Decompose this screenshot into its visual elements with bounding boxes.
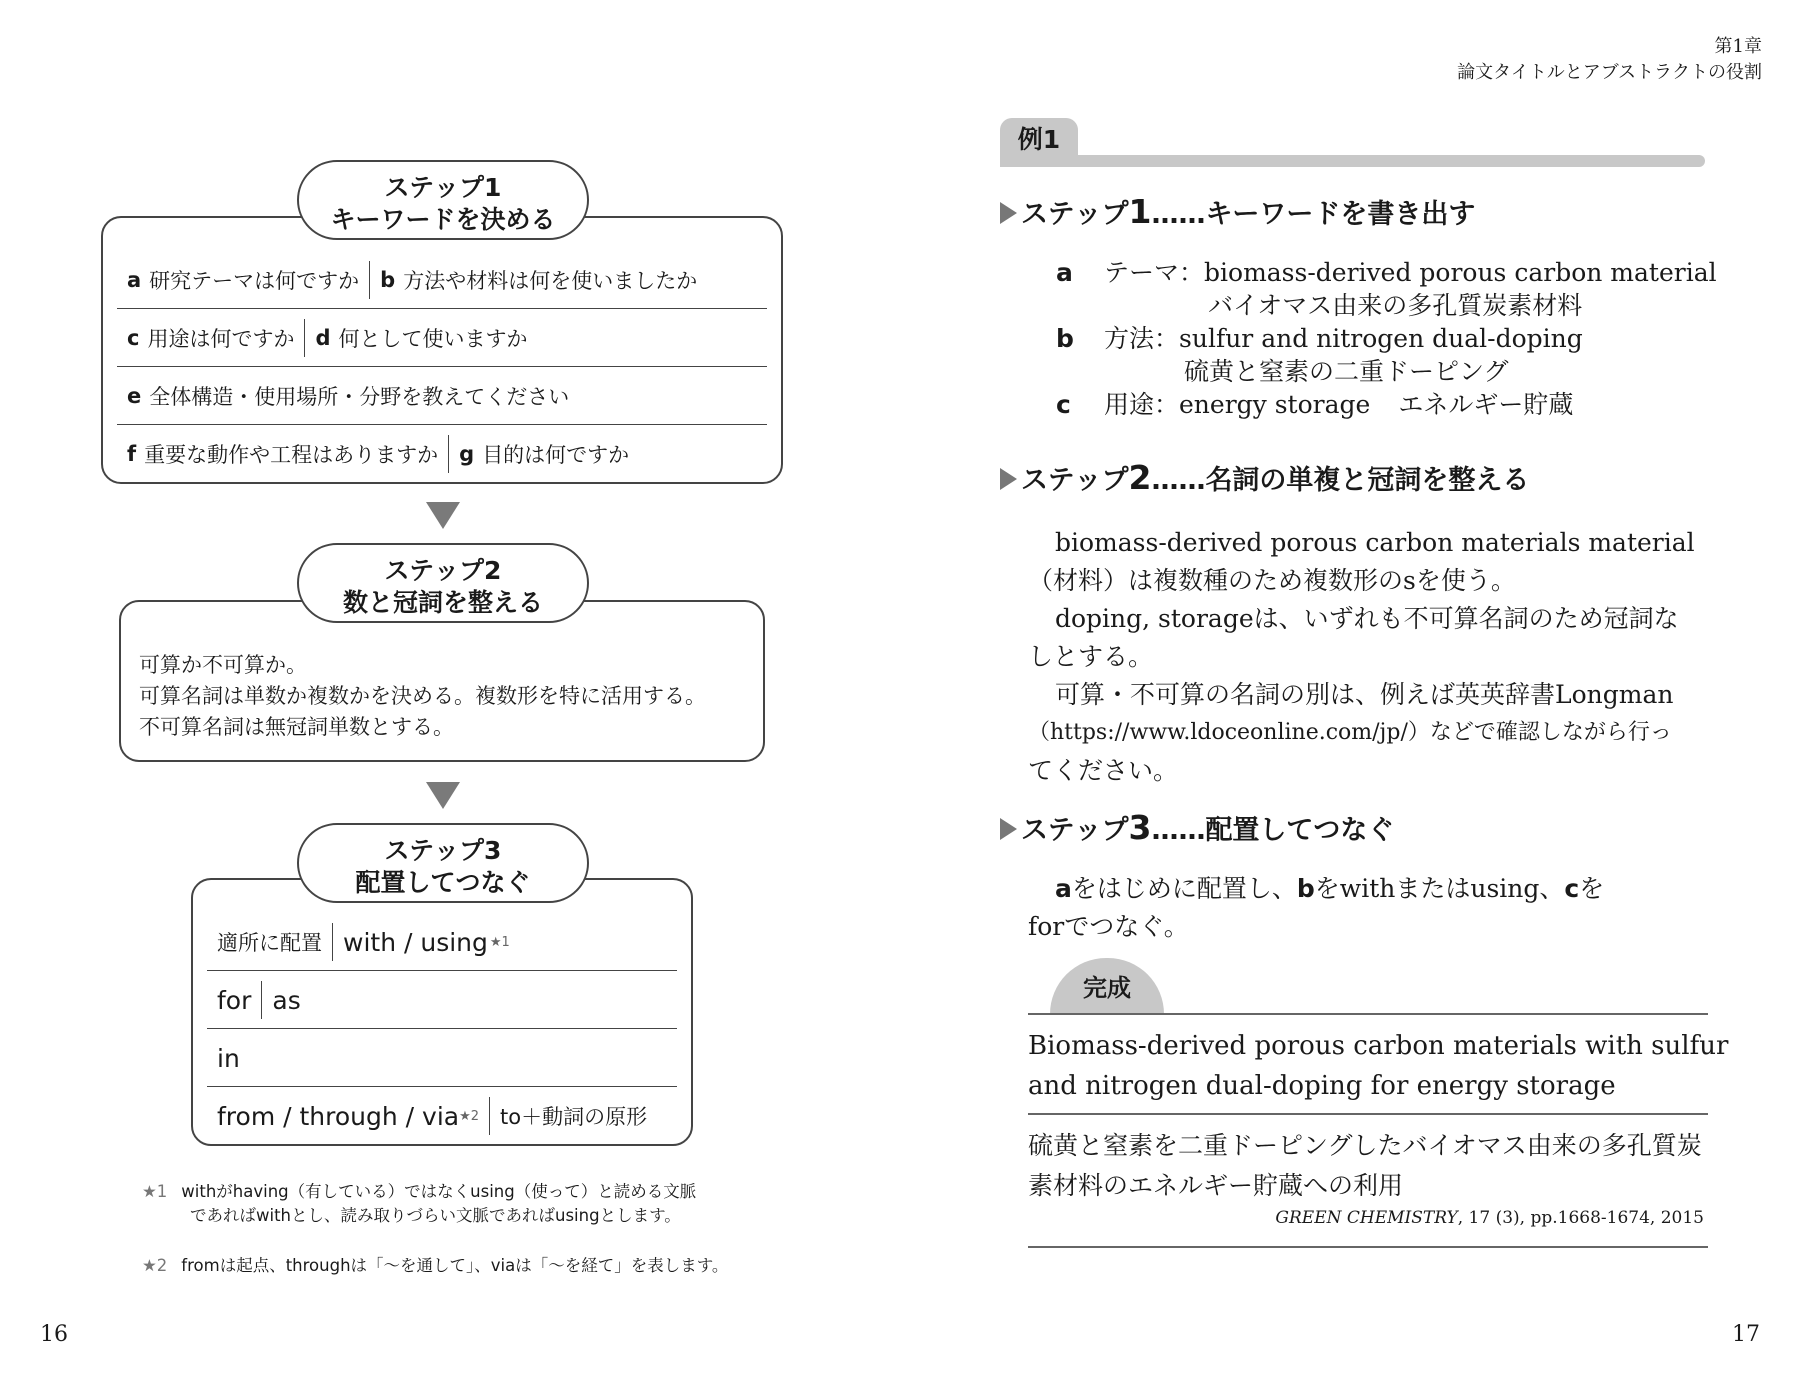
triangle-icon: [1000, 202, 1017, 224]
step2-title-line2: 数と冠詞を整える: [342, 588, 543, 617]
example-bar: [1000, 155, 1705, 167]
final-title-en: Biomass-derived porous carbon materials with sulfur and nitrogen dual-doping for energy storage: [1028, 1031, 1729, 1101]
step1-cell: b 方法や材料は何を使いましたか: [369, 261, 707, 299]
step1-row: [117, 368, 767, 425]
done-label: 完成: [1050, 958, 1164, 1014]
step1-title-line1: ステップ1: [384, 173, 502, 202]
step2-heading: ステップ2……名詞の単複と冠詞を整える: [1000, 458, 1529, 497]
step2-box: [119, 600, 765, 762]
flow-arrow-icon: [426, 502, 460, 529]
keyword-item: c 用途：energy storage エネルギー貯蔵: [1056, 390, 1574, 419]
flow-arrow-icon: [426, 782, 460, 809]
step3-heading: ステップ3……配置してつなぐ: [1000, 808, 1394, 847]
step3-cell: for: [217, 985, 252, 1015]
keyword-ja: バイオマス由来の多孔質炭素材料: [1208, 291, 1583, 320]
divider: [1028, 1113, 1708, 1115]
divider: [1028, 1246, 1708, 1248]
step1-cell: g 目的は何ですか: [448, 435, 639, 473]
step2-line: 可算か不可算か。: [139, 653, 307, 677]
page-number-right: 17: [1732, 1322, 1760, 1347]
keyword-item: a テーマ：biomass-derived porous carbon material: [1056, 258, 1717, 287]
step2-title-line1: ステップ2: [384, 556, 502, 585]
step3-line: forでつなぐ。: [1028, 912, 1189, 941]
step3-title-line2: 配置してつなぐ: [355, 868, 531, 897]
step3-row: [207, 914, 677, 971]
step3-title: [297, 823, 589, 903]
example-label: 例1: [1000, 118, 1078, 166]
step3-cell: 適所に配置: [217, 931, 322, 955]
step3-cell: in: [217, 1043, 240, 1073]
step2-line: 可算名詞は単数か複数かを決める。複数形を特に活用する。: [139, 684, 706, 708]
step3-box: [191, 878, 693, 1146]
step3-cell: as: [261, 981, 310, 1019]
page-number-left: 16: [40, 1322, 68, 1347]
divider: [1028, 1013, 1708, 1015]
step1-title: [297, 160, 589, 240]
step3-body: [1028, 870, 1718, 946]
step1-row: [117, 426, 767, 482]
step3-cell: to＋動詞の原形: [489, 1097, 657, 1135]
step3-title-line1: ステップ3: [384, 836, 502, 865]
step1-heading: ステップ1……キーワードを書き出す: [1000, 192, 1475, 231]
step2-body: biomass-derived porous carbon materials material （材料）は複数種のため複数形のsを使う。 doping, storageは、いずれも不可算名詞のため冠詞な しとする。 可算・不可算の名詞の別は、例えば英英辞書Longman （https://www.ldoceonline.com/jp/）などで確認しながら行っ てください。: [1028, 528, 1695, 785]
footnote-1: ★1 withがhaving（有している）ではなくusing（使って）と読める文脈 であればwithとし、読み取りづらい文脈であればusingとします。: [142, 1182, 697, 1225]
step3-row: [207, 1088, 677, 1144]
step1-row: [117, 252, 767, 309]
chapter-header: [1457, 34, 1762, 86]
keyword-list: [1056, 256, 1716, 421]
step1-cell: e 全体構造・使用場所・分野を教えてください: [127, 384, 570, 409]
step1-title-line2: キーワードを決める: [330, 205, 556, 234]
step2-line: 不可算名詞は無冠詞単数とする。: [139, 715, 454, 739]
step1-cell: c 用途は何ですか: [127, 326, 295, 351]
step1-box: [101, 216, 783, 484]
chapter-title: 論文タイトルとアブストラクトの役割: [1457, 62, 1762, 83]
triangle-icon: [1000, 818, 1017, 840]
footnote-star: ★1: [142, 1182, 168, 1201]
step1-cell: f 重要な動作や工程はありますか: [127, 442, 439, 467]
step3-row: [207, 1030, 677, 1087]
step1-row: [117, 310, 767, 367]
chapter-number: 第1章: [1714, 36, 1762, 57]
final-title-ja: 硫黄と窒素を二重ドーピングしたバイオマス由来の多孔質炭 素材料のエネルギー貯蔵への利用: [1028, 1131, 1702, 1200]
step2-title: [297, 543, 589, 623]
step3-cell: from / through / via ★2: [217, 1101, 480, 1131]
step1-cell: d 何として使いますか: [304, 319, 537, 357]
citation: GREEN CHEMISTRY, 17 (3), pp.1668-1674, 2015: [1275, 1208, 1704, 1228]
footnote-2: ★2 fromは起点、throughは「〜を通して」、viaは「〜を経て」を表します。: [142, 1256, 729, 1275]
step3-line: aをはじめに配置し、bをwithまたはusing、cを: [1055, 874, 1605, 903]
step3-row: [207, 972, 677, 1029]
triangle-icon: [1000, 468, 1017, 490]
step3-cell: with / using ★1: [332, 923, 520, 961]
keyword-item: b 方法：sulfur and nitrogen dual-doping: [1056, 324, 1583, 353]
keyword-ja: 硫黄と窒素の二重ドーピング: [1184, 357, 1509, 386]
footnote-star: ★2: [142, 1256, 168, 1275]
step1-cell: a 研究テーマは何ですか: [127, 268, 360, 293]
